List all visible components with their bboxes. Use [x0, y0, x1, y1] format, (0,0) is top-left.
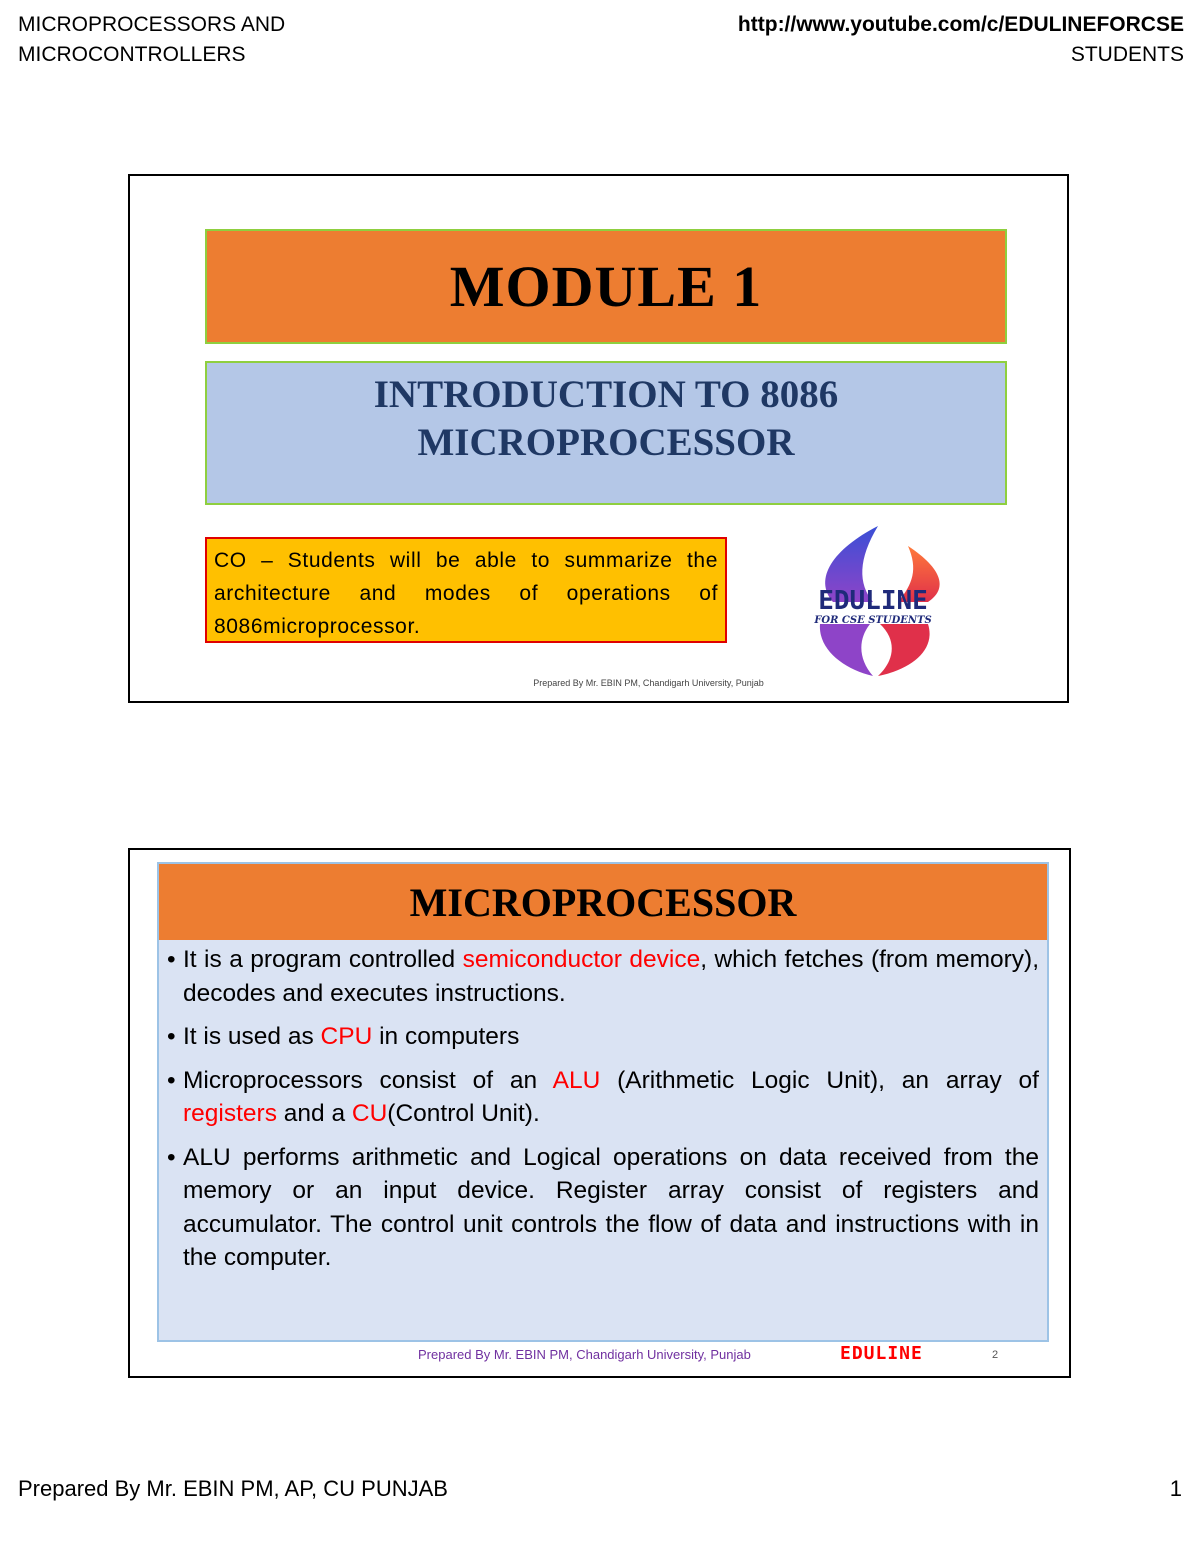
bullet-item: [159, 1064, 1047, 1131]
bullet-item: [159, 943, 1047, 1010]
bullet-item: [159, 1020, 1047, 1054]
header-course-line1: MICROPROCESSORS AND: [18, 13, 286, 36]
header-course-line2: MICROCONTROLLERS: [18, 43, 246, 66]
bullet-text: It is a program controlled: [183, 946, 463, 973]
logo-subtext: FOR CSE STUDENTS: [814, 615, 932, 626]
bullet-icon: •: [167, 1143, 176, 1171]
content-panel: [157, 862, 1049, 1342]
module-banner: [205, 229, 1007, 344]
bullet-text: ALU performs arithmetic and Logical operations on data received from the memory or an input device. Register array consist of registers and accumulator. The control unit controls the flow of data and instructions with in the computer.: [183, 1143, 1039, 1271]
bullet-text: Microprocessors consist of an: [183, 1066, 553, 1094]
bullet-text: (Arithmetic Logic Unit), an array of: [600, 1066, 1039, 1094]
slide-1: [128, 174, 1069, 703]
logo-bottom-left-petal: [820, 624, 873, 676]
module-title: MODULE 1: [449, 254, 763, 319]
header-left: [18, 10, 285, 70]
highlight-alu: ALU: [552, 1066, 601, 1094]
course-outcome-box: CO – Students will be able to summarize the architecture and modes of operations of 8086microprocessor.: [205, 537, 727, 643]
bullet-text: It is used as: [183, 1023, 321, 1050]
bullet-list: [159, 943, 1047, 1285]
bullet-item: [159, 1141, 1047, 1275]
bullet-icon: •: [167, 1066, 176, 1094]
highlight-cpu: CPU: [320, 1023, 373, 1050]
bullet-text: (Control Unit).: [387, 1100, 540, 1127]
panel-header: [159, 864, 1047, 940]
slide-2-footer: Prepared By Mr. EBIN PM, Chandigarh University, Punjab: [418, 1347, 751, 1362]
header-url-line2: STUDENTS: [1070, 43, 1184, 66]
intro-title: [374, 371, 838, 467]
intro-banner: [205, 361, 1007, 505]
bullet-text: , which fetches (from memory), decodes and executes instructions.: [183, 946, 1040, 1007]
slide-2-number: 2: [992, 1349, 999, 1361]
logo-bottom-right-petal: [878, 624, 930, 676]
header-right: [738, 10, 1184, 70]
header-url[interactable]: http://www.youtube.com/c/EDULINEFORCSE: [737, 13, 1184, 36]
slide-2: [128, 848, 1071, 1378]
page-footer: Prepared By Mr. EBIN PM, AP, CU PUNJAB: [18, 1476, 448, 1501]
bullet-text: in computers: [372, 1023, 520, 1050]
bullet-icon: •: [167, 946, 176, 973]
intro-title-line1: INTRODUCTION TO 8086: [373, 373, 839, 416]
eduline-logo: [778, 524, 968, 679]
intro-title-line2: MICROPROCESSOR: [417, 421, 795, 464]
slide-2-brand: EDULINE: [840, 1343, 923, 1364]
highlight-cu: CU: [351, 1100, 388, 1127]
highlight-registers: registers: [183, 1100, 277, 1127]
slide-1-footer-text: Prepared By Mr. EBIN PM, Chandigarh University, Punjab: [533, 678, 764, 688]
logo-text: EDULINE: [818, 586, 928, 616]
page-number: 1: [1169, 1476, 1182, 1501]
bullet-icon: •: [167, 1023, 176, 1050]
slide-2-title: MICROPROCESSOR: [409, 879, 797, 925]
bullet-text: and a: [276, 1100, 352, 1127]
slide-1-footer: [130, 678, 1067, 688]
highlight-semiconductor: semiconductor device: [462, 946, 701, 973]
